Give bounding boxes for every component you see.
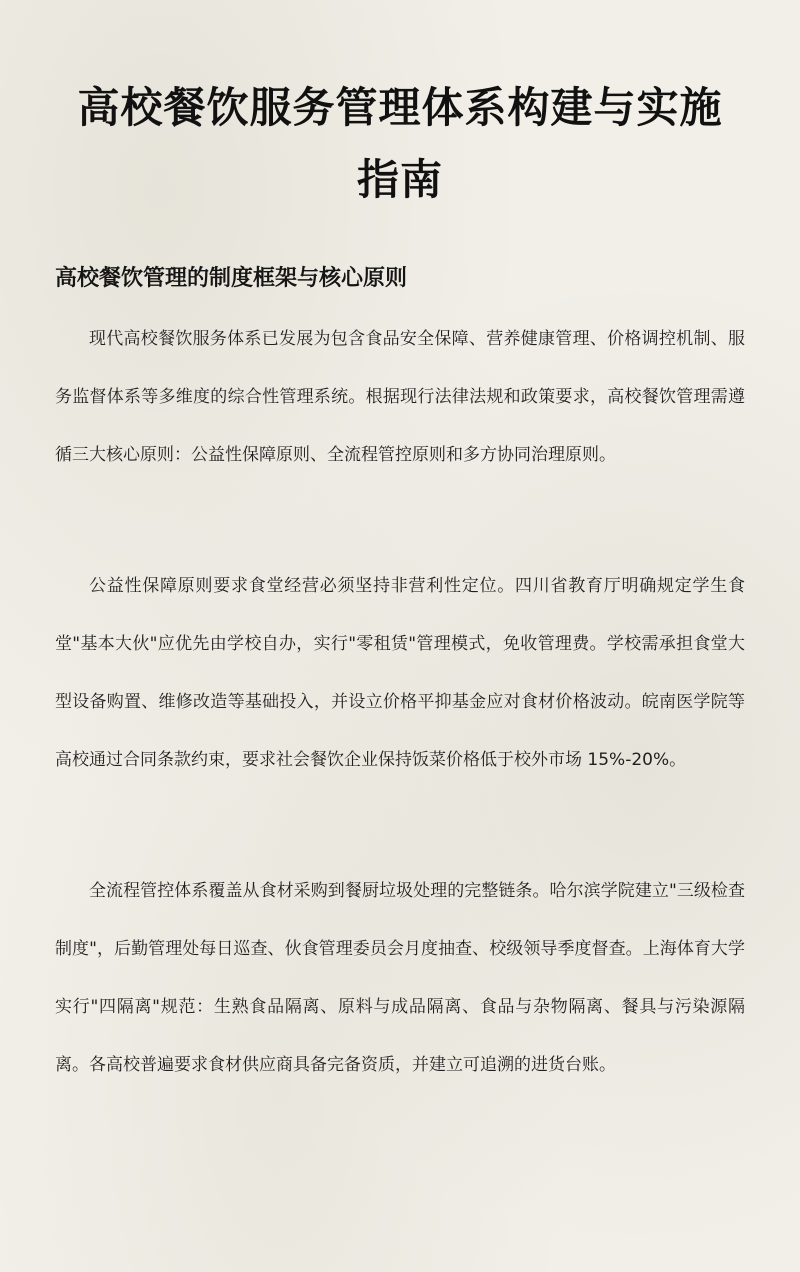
document-title: 高校餐饮服务管理体系构建与实施指南	[77, 83, 723, 204]
section-heading: 高校餐饮管理的制度框架与核心原则	[55, 266, 408, 291]
paragraph-3: 全流程管控体系覆盖从食材采购到餐厨垃圾处理的完整链条。哈尔滨学院建立"三级检查制度"，后勤管理处每日巡查、伙食管理委员会月度抽查、校级领导季度督查。上海体育大学实行"四隔离"规范：生熟食品隔离、原料与成品隔离、食品与杂物隔离、餐具与污染源隔离。各高校普遍要求食材供应商具备完备资质，并建立可追溯的进货台账。	[55, 881, 745, 1075]
paragraph-2: 公益性保障原则要求食堂经营必须坚持非营利性定位。四川省教育厅明确规定学生食堂"基本大伙"应优先由学校自办，实行"零租赁"管理模式，免收管理费。学校需承担食堂大型设备购置、维修改造等基础投入，并设立价格平抑基金应对食材价格波动。皖南医学院等高校通过合同条款约束，要求社会餐饮企业保持饭菜价格低于校外市场 15%-20%。	[55, 576, 745, 770]
paragraph-1: 现代高校餐饮服务体系已发展为包含食品安全保障、营养健康管理、价格调控机制、服务监督体系等多维度的综合性管理系统。根据现行法律法规和政策要求，高校餐饮管理需遵循三大核心原则：公益性保障原则、全流程管控原则和多方协同治理原则。	[55, 329, 745, 465]
